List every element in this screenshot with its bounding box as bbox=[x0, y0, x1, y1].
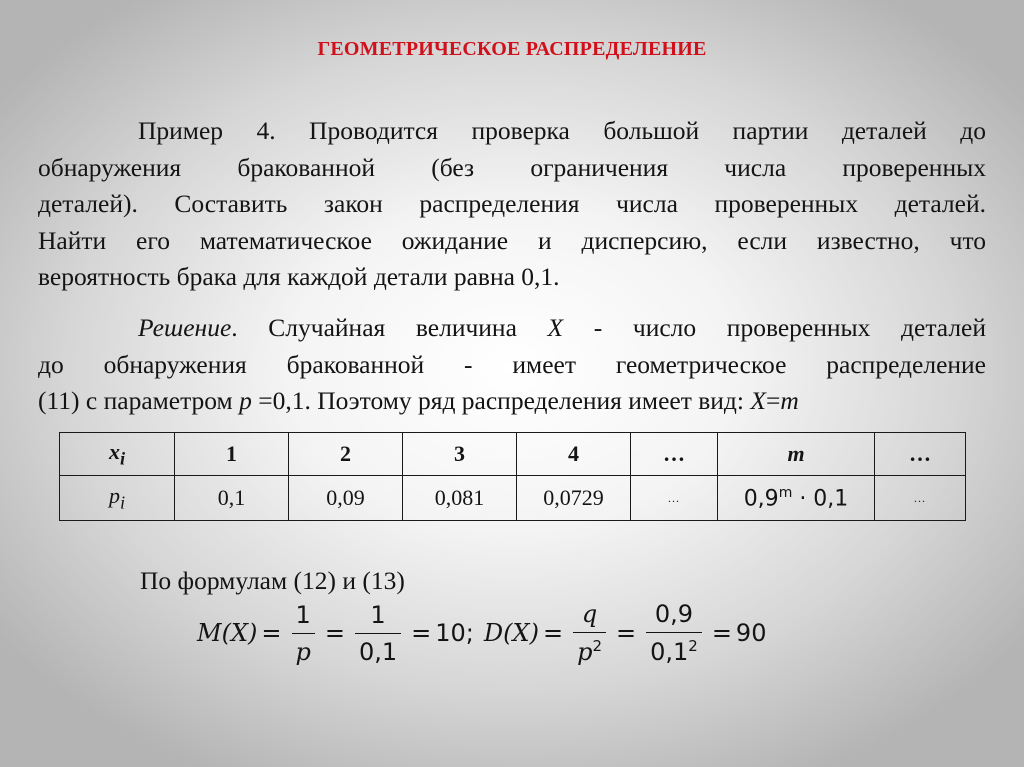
table-cell: … bbox=[631, 433, 718, 476]
table-cell: … bbox=[631, 476, 718, 521]
table-cell: … bbox=[875, 476, 966, 521]
equals-sign: = bbox=[765, 386, 781, 416]
table-cell: 2 bbox=[289, 433, 403, 476]
table-cell: 0,09 bbox=[289, 476, 403, 521]
equals-sign: = bbox=[711, 619, 732, 647]
solution-text-3a: (11) с параметром bbox=[38, 386, 233, 416]
m-result: 10; bbox=[435, 619, 474, 647]
solution-label: Решение bbox=[138, 313, 232, 342]
example-line-1: Пример 4. Проводится проверка большой партии деталей до bbox=[138, 116, 986, 145]
table-row-x bbox=[60, 433, 966, 476]
example-line-2: обнаружения бракованной (без ограничения числа проверенных bbox=[38, 152, 986, 182]
solution-text-1b: - число проверенных деталей bbox=[593, 313, 987, 342]
table-row-p bbox=[60, 476, 966, 521]
distribution-table bbox=[59, 432, 966, 521]
example-paragraph bbox=[38, 113, 986, 296]
formula-line bbox=[197, 593, 766, 673]
var-x: X bbox=[547, 313, 564, 342]
table-cell: 4 bbox=[517, 433, 631, 476]
equals-sign: = bbox=[542, 619, 564, 647]
table-cell: 3 bbox=[403, 433, 517, 476]
row-header-x: $x_i$ bbox=[60, 433, 175, 476]
table-cell: 1 bbox=[175, 433, 289, 476]
fraction-09-over-012: $\frac{0,9}{0,1^2}$ bbox=[646, 600, 702, 666]
table-cell: m bbox=[718, 433, 875, 476]
fraction-q-over-p2: $\frac{q}{p^2}$ bbox=[573, 600, 606, 666]
d-result: 90 bbox=[735, 619, 767, 647]
equals-sign: = bbox=[324, 619, 345, 647]
var-p: p bbox=[239, 386, 252, 416]
row-header-p: $p_i$ bbox=[60, 476, 175, 521]
table-cell: … bbox=[875, 433, 966, 476]
table-cell-formula: $0,9^m \cdot 0,1$ bbox=[718, 476, 875, 521]
var-x-2: X bbox=[750, 386, 766, 416]
solution-paragraph bbox=[38, 310, 986, 420]
slide-title: ГЕОМЕТРИЧЕСКОЕ РАСПРЕДЕЛЕНИЕ bbox=[317, 38, 707, 60]
m-lhs: M(X) bbox=[197, 619, 258, 647]
table-cell: 0,1 bbox=[175, 476, 289, 521]
solution-line-3 bbox=[38, 383, 986, 420]
fraction-1-over-p: $\frac{1}{p}$ bbox=[292, 601, 315, 666]
solution-text-1: . Случайная величина bbox=[231, 313, 517, 342]
example-line-4: Найти его математическое ожидание и дисперсию, если известно, что bbox=[38, 225, 986, 255]
fraction-1-over-01: $\frac{1}{0,1}$ bbox=[355, 601, 401, 666]
formula-intro: По формулам (12) и (13) bbox=[140, 566, 405, 595]
d-lhs: D(X) bbox=[483, 619, 539, 647]
example-line-3: деталей). Составить закон распределения числа проверенных деталей. bbox=[38, 189, 986, 219]
equals-sign: = bbox=[411, 619, 432, 647]
example-line-5: вероятность брака для каждой детали равна 0,1. bbox=[38, 262, 560, 292]
table-cell: 0,081 bbox=[403, 476, 517, 521]
solution-text-3b: =0,1. Поэтому ряд распределения имеет вид: bbox=[258, 386, 744, 416]
var-m: m bbox=[780, 386, 799, 416]
equals-sign: = bbox=[261, 619, 282, 647]
equals-sign: = bbox=[615, 619, 637, 647]
solution-line-1 bbox=[38, 310, 986, 347]
table-cell: 0,0729 bbox=[517, 476, 631, 521]
solution-line-2: до обнаружения бракованной - имеет геометрическое распределение bbox=[38, 349, 986, 379]
